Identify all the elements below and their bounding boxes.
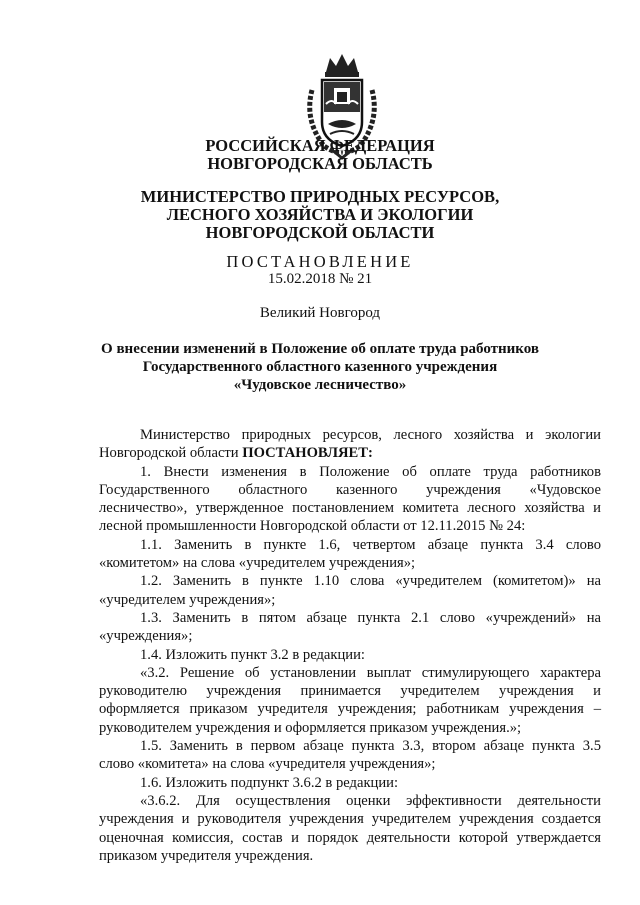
body-line bbox=[99, 444, 601, 462]
subject-line-2: Государственного областного казенного учреждения bbox=[142, 359, 498, 375]
subject-line-1: О внесении изменений в Положение об оплате труда работников bbox=[101, 341, 539, 357]
body-line: учреждения и руководителя учреждения учредителем учреждения создается bbox=[99, 811, 601, 828]
body-line: руководителю учреждения принимается учредителем учреждения и bbox=[99, 683, 601, 700]
body-line: «комитетом» на слова «учредителем учреждения»; bbox=[99, 555, 416, 572]
subject-line-3: «Чудовское лесничество» bbox=[233, 377, 407, 393]
body-line: лесничество», утвержденное постановлением комитета лесного хозяйства и bbox=[99, 500, 601, 517]
body-line: Министерство природных ресурсов, лесного хозяйства и экологии bbox=[140, 427, 601, 443]
body-line: 1.1. Заменить в пункте 1.6, четвертом абзаце пункта 3.4 слово bbox=[140, 536, 601, 553]
body-line: 1.6. Изложить подпункт 3.6.2 в редакции: bbox=[140, 774, 399, 791]
body-line: 1.2. Заменить в пункте 1.10 слова «учредителем (комитетом)» на bbox=[140, 573, 601, 590]
body-line: руководителем учреждения и оформляется приказом учреждения.»; bbox=[99, 719, 522, 736]
document-body bbox=[99, 426, 601, 865]
country-title: РОССИЙСКАЯ ФЕДЕРАЦИЯ bbox=[205, 136, 435, 155]
body-line: 1. Внести изменения в Положение об оплате труда работников bbox=[140, 463, 601, 480]
decree-keyword: ПОСТАНОВЛЯЕТ: bbox=[242, 445, 373, 462]
body-line: оформляется приказом учредителя учреждения; работникам учреждения – bbox=[99, 701, 601, 718]
body-line: «3.2. Решение об установлении выплат стимулирующего характера bbox=[140, 664, 601, 681]
ministry-title-line-2: ЛЕСНОГО ХОЗЯЙСТВА И ЭКОЛОГИИ bbox=[166, 205, 474, 224]
body-line: приказом учредителя учреждения. bbox=[99, 847, 314, 864]
ministry-title-line-3: НОВГОРОДСКОЙ ОБЛАСТИ bbox=[205, 223, 435, 242]
body-line: 1.4. Изложить пункт 3.2 в редакции: bbox=[140, 646, 365, 663]
body-line: оценочная комиссия, состав и порядок деятельности которой утверждается bbox=[99, 829, 601, 846]
body-line: 1.5. Заменить в первом абзаце пункта 3.3, втором абзаце пункта 3.5 bbox=[140, 738, 601, 755]
body-line: Государственного областного казенного учреждения «Чудовское bbox=[99, 481, 601, 498]
region-title: НОВГОРОДСКАЯ ОБЛАСТЬ bbox=[207, 154, 433, 173]
body-line: 1.3. Заменить в пятом абзаце пункта 2.1 слово «учреждений» на bbox=[140, 609, 601, 626]
document-date-number: 15.02.2018 № 21 bbox=[267, 271, 373, 287]
ministry-title-line-1: МИНИСТЕРСТВО ПРИРОДНЫХ РЕСУРСОВ, bbox=[140, 187, 500, 206]
body-line: лесной промышленности Новгородской области от 12.11.2015 № 24: bbox=[99, 518, 526, 535]
body-line: «3.6.2. Для осуществления оценки эффективности деятельности bbox=[140, 792, 601, 809]
body-line: «учреждения»; bbox=[99, 628, 193, 645]
city-name: Великий Новгород bbox=[259, 305, 381, 321]
body-line: слово «комитета» на слова «учредителя учреждения»; bbox=[99, 756, 436, 773]
body-text: Новгородской области bbox=[99, 445, 243, 462]
document-type: ПОСТАНОВЛЕНИЕ bbox=[226, 252, 414, 271]
body-line: «учредителем учреждения»; bbox=[99, 591, 276, 608]
